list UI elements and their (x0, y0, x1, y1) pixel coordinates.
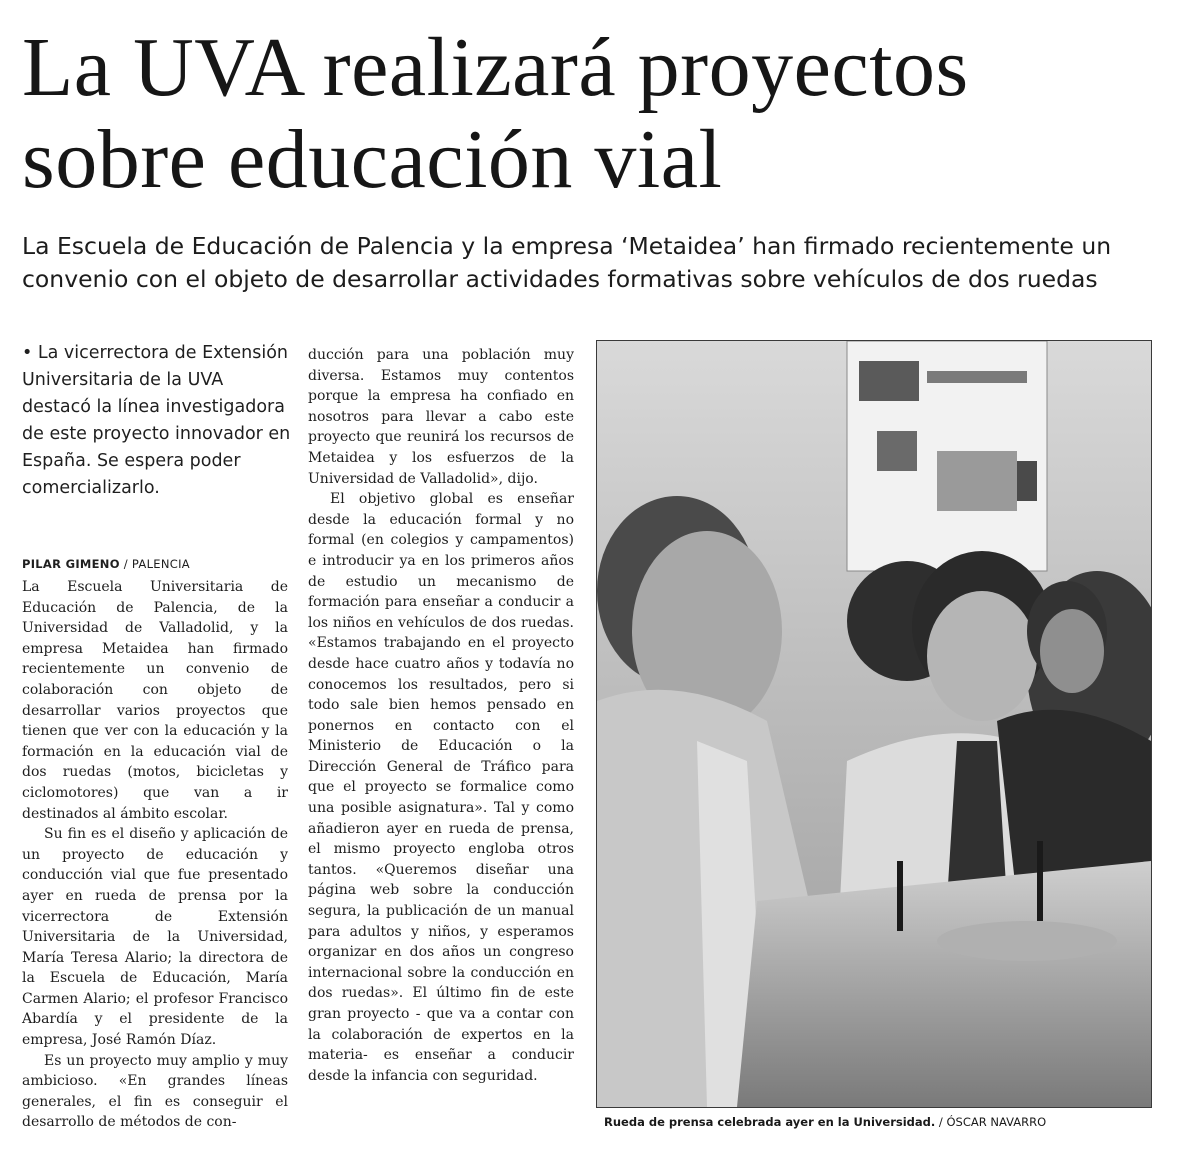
paragraph-1: La Escuela Universitaria de Educación de Palencia, de la Universidad de Valladolid, y la empresa Metaidea han firmado recientemente un convenio de colaboración con objeto de desarrollar varios proyectos que tienen que ver con la educación y la formación en la educación vial de dos ruedas (motos, bicicletas y ciclomotores) que van a ir destinados al ámbito escolar. (22, 579, 288, 822)
byline-author: PILAR GIMENO (22, 557, 120, 571)
summary-highlight: • La vicerrectora de Extensión Universitaria de la UVA destacó la línea investigadora de este proyecto innovador en España. Se espera poder comercializarlo. (22, 343, 291, 498)
byline-location: PALENCIA (131, 557, 190, 571)
body-column-1 (22, 577, 288, 1133)
byline (22, 557, 292, 571)
caption-text: Rueda de prensa celebrada ayer en la Universidad. (604, 1115, 936, 1129)
conference-table (737, 861, 1151, 1107)
byline-separator: / (119, 557, 132, 571)
photo-credit: ÓSCAR NAVARRO (946, 1115, 1047, 1129)
photo-caption (604, 1115, 1164, 1129)
paragraph-5: El objetivo global es enseñar desde la educación formal y no formal (en colegios y campamentos) e introducir ya en los primeros años de estudio un mecanismo de formación para enseñar a conducir a los niños en vehículos de dos ruedas. «Estamos trabajando en el proyecto desde hace cuatro años y todavía no conocemos los resultados, pero si todo sale bien hemos pensado en ponernos en contacto con el Ministerio de Educación o la Dirección General de Tráfico para que el proyecto se formalice como una posible asignatura». Tal y como añadieron ayer en rueda de prensa, el mismo proyecto engloba otros tantos. «Queremos diseñar una página web sobre la conducción segura, la publicación de un manual para adultos y niños, y esperamos organizar en dos años un congreso internacional sobre la conducción en dos ruedas». El último fin de este gran proyecto - que va a contar con la colaboración de expertos en la materia- es enseñar a conducir desde la infancia con seguridad. (308, 491, 574, 1084)
photo-illustration (597, 341, 1151, 1107)
deck-line-2: convenio con el objeto de desarrollar actividades formativas sobre vehículos de dos ruedas (22, 265, 1098, 293)
woman-face (927, 591, 1037, 721)
headline-line-2: sobre educación vial (22, 113, 723, 206)
body-column-2 (308, 345, 574, 1086)
paragraph-4: ducción para una población muy diversa. Estamos muy contentos porque la empresa ha confiado en nosotros para llevar a cabo este proyecto que reunirá los recursos de Metaidea y los esfuerzos de la Universidad de Valladolid», dijo. (308, 347, 574, 487)
headline-line-1: La UVA realizará proyectos (22, 21, 969, 114)
headline (22, 22, 1162, 206)
paragraph-2: Su fin es el diseño y aplicación de un proyecto de educación y conducción vial que fue presentado ayer en rueda de prensa por la vicerrectora de Extensión Universitaria de la Universidad, María Teresa Alario; la directora de la Escuela de Educación, María Carmen Alario; el profesor Francisco Abardía y el presidente de la empresa, José Ramón Díaz. (22, 826, 288, 1049)
press-conference-photo (596, 340, 1152, 1108)
paragraph-3: Es un proyecto muy amplio y muy ambicioso. «En grandes líneas generales, el fin es conseguir el desarrollo de métodos de con- (22, 1052, 288, 1131)
deck-subheading (22, 230, 1172, 296)
caption-separator: / (935, 1115, 947, 1129)
deck-line-1: La Escuela de Educación de Palencia y la empresa ‘Metaidea’ han firmado recientemente un (22, 232, 1112, 260)
